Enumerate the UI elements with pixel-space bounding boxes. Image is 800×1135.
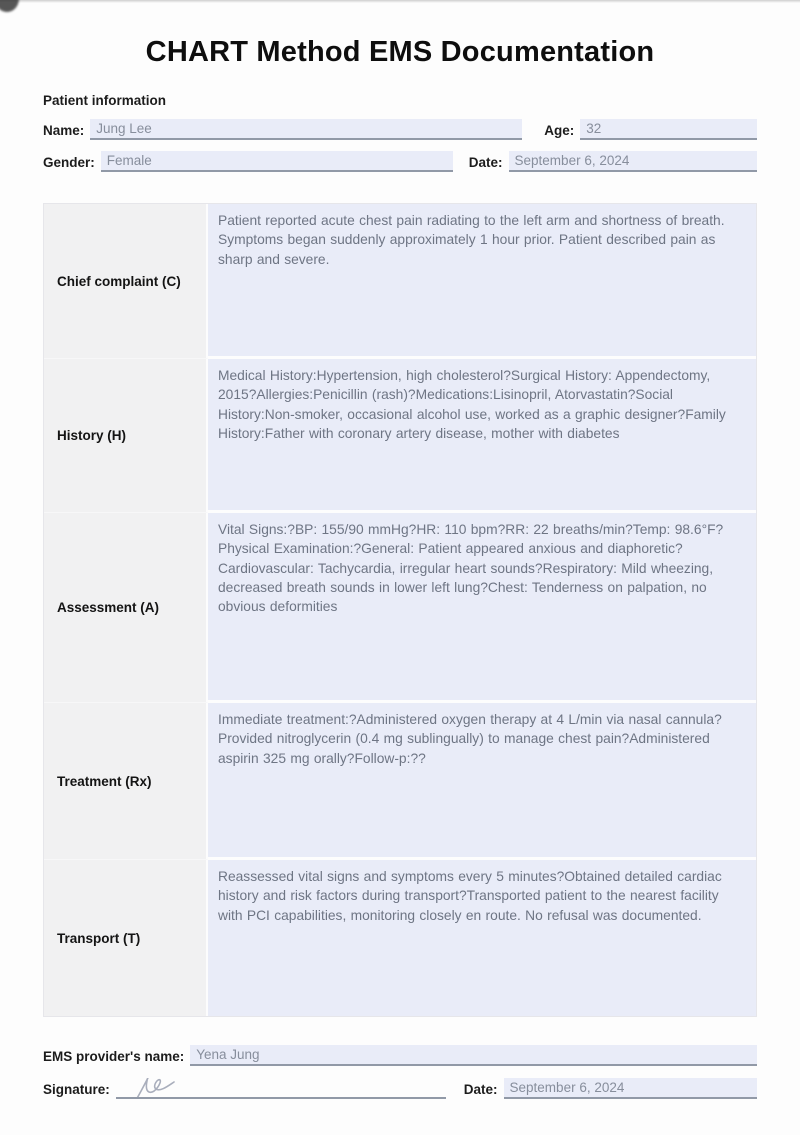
- provider-name-field[interactable]: Yena Jung: [190, 1045, 757, 1066]
- signature-label: Signature:: [43, 1082, 110, 1097]
- scan-corner-artifact: [0, 0, 19, 12]
- signature-scribble-icon: [122, 1078, 188, 1099]
- gender-date-row: [43, 150, 757, 172]
- table-row-history: [44, 359, 756, 513]
- transport-label: Transport (T): [44, 860, 208, 1016]
- scan-edge-artifact: [0, 0, 800, 3]
- name-age-row: [43, 118, 757, 140]
- age-field[interactable]: 32: [580, 119, 757, 140]
- table-row-treatment: [44, 703, 756, 860]
- history-textarea[interactable]: Medical History:Hypertension, high cholesterol?Surgical History: Appendectomy, 2015?Allergies:Penicillin (rash)?Medications:Lisinopril, Atorvastatin?Social History:Non-smoker, occasional alcohol use, worked as a graphic designer?Family History:Father with coronary artery disease, mother with diabetes: [208, 359, 756, 513]
- assessment-textarea[interactable]: Vital Signs:?BP: 155/90 mmHg?HR: 110 bpm?RR: 22 breaths/min?Temp: 98.6°F?Physical Examination:?General: Patient appeared anxious and diaphoretic?Cardiovascular: Tachycardia, irregular heart sounds?Respiratory: Mild wheezing, decreased breath sounds in lower left lung?Chest: Tenderness on palpation, no obvious deformities: [208, 513, 756, 703]
- gender-field[interactable]: Female: [101, 151, 453, 172]
- date-label: Date:: [468, 155, 503, 170]
- treatment-textarea[interactable]: Immediate treatment:?Administered oxygen therapy at 4 L/min via nasal cannula?Provided nitroglycerin (0.4 mg sublingually) to manage chest pain?Administered aspirin 325 mg orally?Follow-p:??: [208, 703, 756, 860]
- table-row-chief-complaint: [44, 204, 756, 359]
- transport-textarea[interactable]: Reassessed vital signs and symptoms every 5 minutes?Obtained detailed cardiac history and risk factors during transport?Transported patient to the nearest facility with PCI capabilities, monitoring closely en route. No refusal was documented.: [208, 860, 756, 1016]
- provider-name-label: EMS provider's name:: [43, 1049, 185, 1064]
- gender-label: Gender:: [43, 155, 95, 170]
- age-label: Age:: [544, 123, 575, 138]
- chart-method-table: [43, 203, 757, 1017]
- chief-complaint-label: Chief complaint (C): [44, 204, 208, 359]
- provider-row: [43, 1044, 757, 1066]
- treatment-label: Treatment (Rx): [44, 703, 208, 860]
- footer-date-field[interactable]: September 6, 2024: [504, 1078, 757, 1099]
- name-label: Name:: [43, 123, 85, 138]
- table-row-transport: [44, 860, 756, 1016]
- table-row-assessment: [44, 513, 756, 703]
- page-title: CHART Method EMS Documentation: [145, 36, 655, 68]
- date-field[interactable]: September 6, 2024: [509, 151, 757, 172]
- assessment-label: Assessment (A): [44, 513, 208, 703]
- chief-complaint-textarea[interactable]: Patient reported acute chest pain radiating to the left arm and shortness of breath. Symptoms began suddenly approximately 1 hour prior. Patient described pain as sharp and severe.: [208, 204, 756, 359]
- footer-date-label: Date:: [463, 1082, 498, 1097]
- name-field[interactable]: Jung Lee: [90, 119, 522, 140]
- history-label: History (H): [44, 359, 208, 513]
- signature-field[interactable]: [116, 1078, 446, 1099]
- signature-date-row: [43, 1077, 757, 1099]
- patient-information-heading: Patient information: [43, 93, 167, 108]
